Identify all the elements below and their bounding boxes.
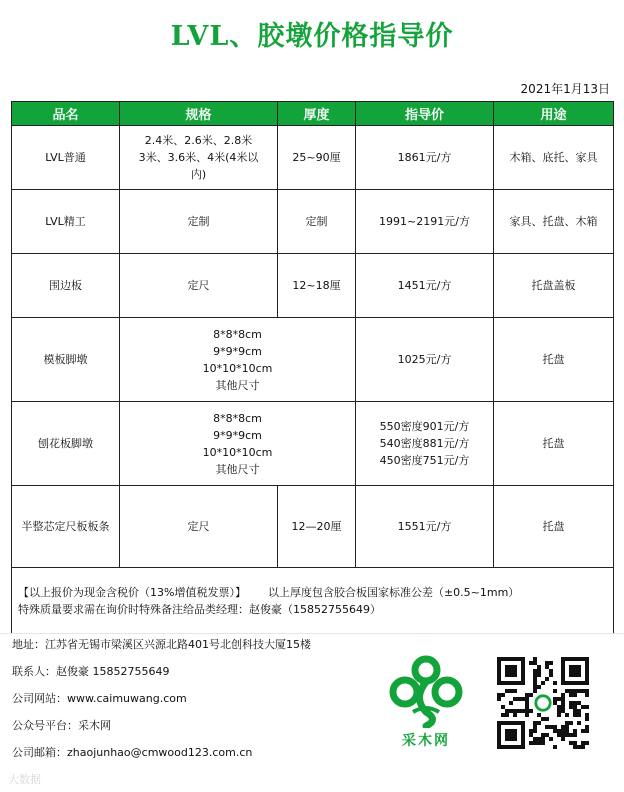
table-note xyxy=(12,568,614,634)
header-name: 品名 xyxy=(12,102,120,126)
spec-line: 8*8*8cm xyxy=(213,411,262,425)
price-table xyxy=(11,101,614,634)
spec-line: 内) xyxy=(190,168,207,181)
page-title: LVL、胶墩价格指导价 xyxy=(170,21,454,52)
contact-address: 地址：江苏省无锡市梁溪区兴源北路401号北创科技大厦15楼 xyxy=(12,638,311,651)
price-line: 1451元/方 xyxy=(397,279,452,292)
spec-cell xyxy=(120,254,278,318)
price-line: 450密度751元/方 xyxy=(379,454,470,467)
caimuwang-logo-icon xyxy=(383,654,469,728)
caimuwang-logo xyxy=(383,654,469,749)
spec-line: 定制 xyxy=(187,215,210,228)
spec-line: 9*9*9cm xyxy=(213,428,262,442)
product-name: LVL精工 xyxy=(12,190,120,254)
spec-line: 其他尺寸 xyxy=(215,462,260,476)
thickness-cell: 25~90厘 xyxy=(278,126,356,190)
spec-line: 定尺 xyxy=(187,520,210,533)
thickness-cell: 12—20厘 xyxy=(278,486,356,568)
product-name: 半整芯定尺板板条 xyxy=(12,486,120,568)
product-name: 模板脚墩 xyxy=(12,318,120,402)
header-price: 指导价 xyxy=(356,102,494,126)
contact-wechat: 公众号平台：采木网 xyxy=(12,719,111,732)
table-row xyxy=(12,486,614,568)
contact-website[interactable]: 公司网站：www.caimuwang.com xyxy=(12,692,187,705)
contact-person: 联系人：赵俊豪 15852755649 xyxy=(12,665,170,678)
price-line: 540密度881元/方 xyxy=(379,437,470,450)
thickness-cell: 12~18厘 xyxy=(278,254,356,318)
price-line: 1025元/方 xyxy=(397,353,452,366)
product-name: 围边板 xyxy=(12,254,120,318)
price-cell xyxy=(356,486,494,568)
note-tolerance: 以上厚度包含胶合板国家标准公差（±0.5~1mm） xyxy=(267,585,520,599)
price-cell xyxy=(356,254,494,318)
price-line: 1551元/方 xyxy=(397,520,452,533)
product-name: 刨花板脚墩 xyxy=(12,402,120,486)
table-row xyxy=(12,126,614,190)
use-cell: 木箱、底托、家具 xyxy=(494,126,614,190)
note-tax: 【以上报价为现金含税价（13%增值税发票）】 xyxy=(18,585,246,599)
watermark: 大数据 xyxy=(8,773,41,786)
spec-cell xyxy=(120,486,278,568)
qr-code xyxy=(497,657,589,749)
spec-line: 3米、3.6米、4米(4米以 xyxy=(138,151,259,164)
table-row xyxy=(12,254,614,318)
product-name: LVL普通 xyxy=(12,126,120,190)
price-cell xyxy=(356,126,494,190)
price-cell xyxy=(356,318,494,402)
table-header-row xyxy=(12,102,614,126)
use-cell: 家具、托盘、木箱 xyxy=(494,190,614,254)
spec-line: 定尺 xyxy=(187,279,210,292)
spec-line: 其他尺寸 xyxy=(215,378,260,392)
date-label: 2021年1月13日 xyxy=(520,82,610,96)
header-use: 用途 xyxy=(494,102,614,126)
spec-line: 10*10*10cm xyxy=(202,361,273,375)
spec-cell xyxy=(120,126,278,190)
price-line: 550密度901元/方 xyxy=(379,420,470,433)
price-line: 1991~2191元/方 xyxy=(379,215,470,228)
use-cell: 托盘 xyxy=(494,318,614,402)
spec-line: 9*9*9cm xyxy=(213,344,262,358)
spec-line: 2.4米、2.6米、2.8米 xyxy=(144,134,253,147)
price-line: 1861元/方 xyxy=(397,151,452,164)
use-cell: 托盘 xyxy=(494,486,614,568)
price-cell xyxy=(356,402,494,486)
spec-line: 8*8*8cm xyxy=(213,327,262,341)
spec-line: 10*10*10cm xyxy=(202,445,273,459)
qr-code-icon xyxy=(497,657,589,749)
contact-info xyxy=(12,638,311,773)
table-note-row xyxy=(12,568,614,634)
spec-cell xyxy=(120,402,356,486)
header-spec: 规格 xyxy=(120,102,278,126)
divider xyxy=(0,633,624,634)
contact-email[interactable]: 公司邮箱：zhaojunhao@cmwood123.com.cn xyxy=(12,746,253,759)
table-row xyxy=(12,190,614,254)
thickness-cell: 定制 xyxy=(278,190,356,254)
use-cell: 托盘 xyxy=(494,402,614,486)
note-special: 特殊质量要求需在询价时特殊备注给品类经理：赵俊豪（15852755649） xyxy=(18,602,381,616)
price-cell xyxy=(356,190,494,254)
table-row xyxy=(12,318,614,402)
table-row xyxy=(12,402,614,486)
logo-text: 采木网 xyxy=(402,733,450,749)
spec-cell xyxy=(120,318,356,402)
header-thickness: 厚度 xyxy=(278,102,356,126)
spec-cell xyxy=(120,190,278,254)
use-cell: 托盘盖板 xyxy=(494,254,614,318)
